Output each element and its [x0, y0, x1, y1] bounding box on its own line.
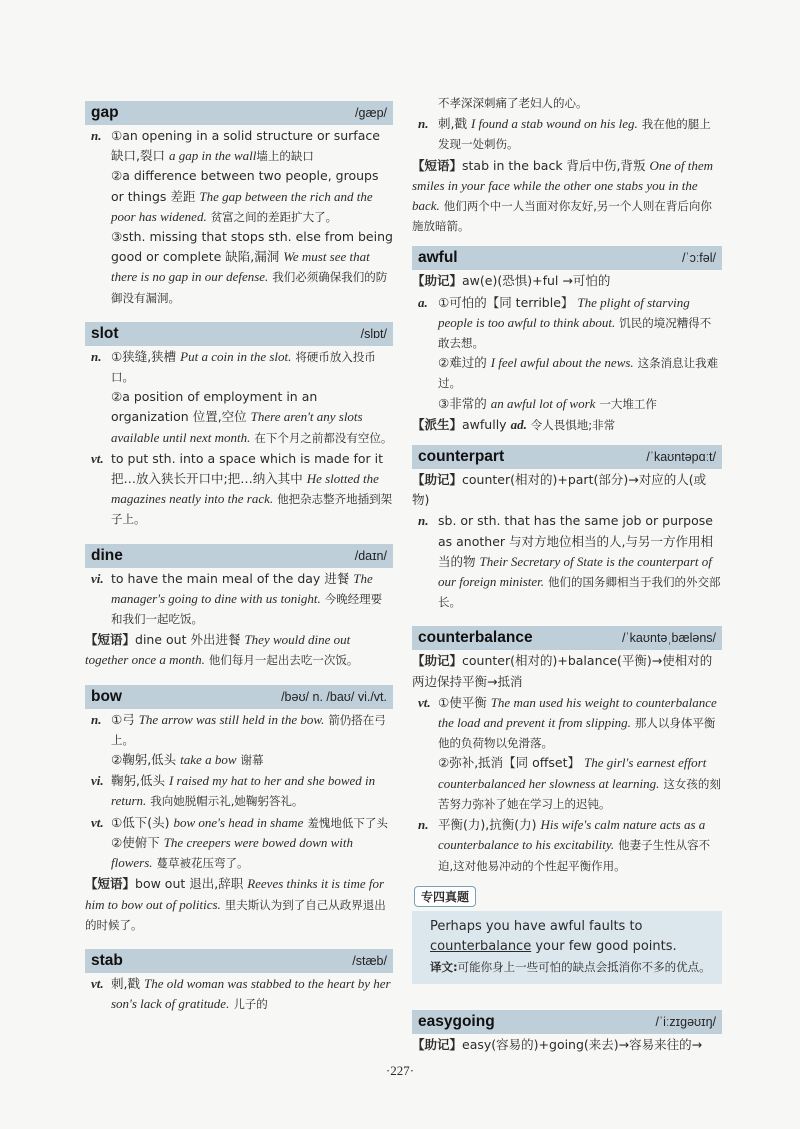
mnemonic-block: [412, 1035, 722, 1055]
sense-text: ③非常的: [438, 395, 487, 411]
sense-text: to put sth. into a space which is made for it 把…放入狭长开口中;把…纳入其中: [111, 450, 384, 487]
example: an awful lot of work: [490, 395, 596, 411]
mnemonic: counter(相对的)+balance(平衡)→使相对的两边保持平衡→抵消: [412, 653, 713, 689]
sense-text: ②难过的: [438, 355, 487, 371]
sense-text: ①an opening in a solid structure or surface 缺口,裂口: [111, 128, 380, 164]
headword: slot: [91, 324, 119, 342]
sense: [111, 387, 393, 448]
entry-header-awful: [412, 246, 722, 270]
definition-block: [412, 293, 722, 414]
exam-keyword: counterbalance: [430, 939, 532, 954]
definition-block: [85, 569, 393, 630]
exam-sentence-end: your few good points.: [535, 939, 677, 954]
translation: 我在他的腿上发现一处刺伤。: [438, 117, 711, 152]
entry-header-counterpart: [412, 445, 722, 469]
right-column: [412, 92, 722, 876]
headword: awful: [418, 249, 458, 267]
example: Reeves thinks it is time for him to bow out of politics.: [85, 876, 385, 912]
headword: counterbalance: [418, 629, 533, 647]
definition-block: [85, 771, 393, 811]
part-of-speech: vt.: [418, 694, 431, 710]
example: His wife's calm nature acts as a counterbalance to his excitability.: [438, 817, 706, 853]
mnemonic-tag: 【助记】: [412, 273, 463, 289]
part-of-speech: n.: [91, 711, 102, 727]
phonetic: /bəʊ/ n. /baʊ/ vi./vt.: [281, 689, 387, 704]
translation: 可能你身上一些可怕的缺点会抵消你不多的优点。: [457, 960, 711, 974]
left-column: [85, 93, 393, 1014]
example: The plight of starving people is too awful to think about.: [438, 294, 690, 330]
translation: 今晚经理要和我们一起吃饭。: [111, 591, 383, 627]
sense: [438, 394, 722, 414]
example: bow one's head in shame: [173, 814, 304, 830]
sense-text: ②鞠躬,低头: [111, 752, 177, 768]
example: The arrow was still held in the bow.: [138, 711, 325, 727]
entry-header-bow: [85, 685, 393, 709]
phrase-tag: 【短语】: [412, 157, 463, 173]
part-of-speech: n.: [418, 513, 429, 529]
sense-text: 鞠躬,低头: [111, 773, 165, 789]
sense-text: ①低下(头): [111, 814, 170, 830]
page-number: ·227·: [385, 1063, 415, 1078]
mnemonic-block: [412, 470, 722, 510]
translation: 墙上的缺口: [256, 149, 314, 164]
phonetic: /daɪn/: [354, 548, 387, 563]
entry-header-stab: [85, 949, 393, 973]
derivative-tag: 【派生】: [412, 416, 463, 432]
sense-text: 刺,戳: [438, 116, 467, 132]
translation: 将硬币放入投币口。: [111, 349, 376, 385]
headword: stab: [91, 951, 123, 969]
translation: 他妻子生性从容不迫,这对他易冲动的个性起平衡作用。: [438, 838, 711, 873]
phonetic: /ˈɔːfəl/: [681, 251, 716, 266]
translation: 不孝深深刺痛了老妇人的心。: [438, 96, 588, 110]
sense: [111, 166, 393, 227]
sense-text: ②弥补,抵消【同 offset】: [438, 755, 581, 771]
translation: 他们两个中一人当面对你友好,另一个人则在背后向你施放暗箭。: [412, 199, 712, 234]
sense: [111, 569, 393, 630]
translation: 这女孩的刻苦努力弥补了她在学习上的迟钝。: [438, 776, 721, 811]
definition-block: [412, 815, 722, 876]
translation: 箭仍搭在弓上。: [111, 712, 386, 747]
definition-block: [85, 813, 393, 874]
translation: 里夫斯认为到了自己从政界退出的时候了。: [85, 897, 386, 932]
sense: [111, 750, 393, 770]
part-of-speech: vi.: [91, 570, 104, 586]
sense: [111, 833, 393, 873]
definition-block: [85, 974, 393, 1014]
translation: 这条消息让我难过。: [438, 356, 719, 391]
entry-header-slot: [85, 322, 393, 346]
sense: [111, 347, 393, 387]
easygoing-entry: [412, 1002, 722, 1055]
sense: [438, 693, 722, 754]
mnemonic-tag: 【助记】: [412, 1037, 463, 1052]
sense-text: 刺,戳: [111, 975, 140, 991]
example: a gap in the wall: [168, 148, 257, 164]
headword: bow: [91, 687, 122, 705]
definition-block: [412, 114, 722, 154]
definition-block: [412, 693, 722, 814]
exam-note: [412, 886, 722, 984]
example: The manager's going to dine with us tonight.: [111, 570, 373, 606]
definition-block: [85, 710, 393, 771]
translation: 那人以身体平衡他的负荷物以免滑落。: [438, 716, 716, 751]
sense-text: ①弓: [111, 711, 135, 727]
translation: 他们的国务卿相当于我们的外交部长。: [438, 575, 721, 610]
derivative-block: [412, 415, 722, 435]
phonetic: /stæb/: [352, 953, 387, 968]
part-of-speech: vt.: [91, 975, 104, 991]
phrase-block: [85, 630, 393, 670]
part-of-speech: ad.: [510, 416, 527, 432]
part-of-speech: n.: [418, 817, 429, 833]
sense: [438, 511, 722, 612]
sense: [438, 293, 722, 354]
translation: 我向她脱帽示礼,她鞠躬答礼。: [150, 794, 304, 809]
translation: 我们必须确保我们的防御没有漏洞。: [111, 270, 388, 305]
sense: [111, 771, 393, 811]
continuation-block: [412, 93, 722, 113]
phrase-block: [412, 156, 722, 237]
example: They would dine out together once a month.: [85, 632, 351, 668]
definition-block: [412, 511, 722, 612]
part-of-speech: n.: [91, 128, 102, 143]
sense: [111, 126, 393, 166]
headword: easygoing: [418, 1013, 495, 1030]
translation: 饥民的境况糟得不敢去想。: [438, 315, 712, 351]
example: take a bow: [180, 752, 237, 768]
part-of-speech: n.: [91, 348, 102, 364]
entry-header-counterbalance: [412, 626, 722, 650]
example: The girl's earnest effort counterbalanced her slowness at learning.: [438, 755, 707, 791]
sense: [111, 813, 393, 833]
sense-text: ②a difference between two people, groups or things 差距: [111, 168, 379, 204]
translation: 儿子的: [233, 997, 268, 1012]
example: One of them smiles in your face while the other one stabs you in the back.: [412, 157, 714, 214]
sense: [111, 974, 393, 1014]
translation: 在下个月之前都没有空位。: [254, 430, 393, 445]
sense-text: sb. or sth. that has the same job or purpose as another 与对方地位相当的人,与另一方作用相当的物: [438, 513, 713, 569]
example: I feel awful about the news.: [490, 355, 634, 371]
translation: 他把杂志整齐地插到架子上。: [111, 492, 393, 527]
phonetic: /ˈkaʊntəˌbæləns/: [622, 631, 716, 646]
translation: 他们每月一起出去吃一次饭。: [208, 653, 359, 668]
sense: [111, 710, 393, 750]
derivative-word: awfully: [462, 416, 507, 432]
example: The old woman was stabbed to the heart by her son's lack of gratitude.: [111, 975, 391, 1012]
sense: [438, 114, 722, 154]
mnemonic-tag: 【助记】: [412, 653, 463, 669]
translation: 羞愧地低下了头: [307, 815, 388, 830]
phrase-tag: 【短语】: [85, 876, 136, 892]
sense: [111, 449, 393, 530]
translation: 令人畏惧地;非常: [530, 417, 616, 432]
mnemonic: easy(容易的)+going(来去)→容易来往的→: [462, 1037, 703, 1052]
part-of-speech: a.: [418, 294, 428, 310]
sense: [438, 753, 722, 814]
phonetic: /slɒt/: [360, 326, 387, 341]
phrase: bow out 退出,辞职: [135, 876, 244, 892]
exam-note-label: 专四真题: [414, 886, 476, 907]
example: I raised my hat to her and she bowed in return.: [111, 773, 376, 809]
sense-text: to have the main meal of the day 进餐: [111, 570, 350, 586]
example: Their Secretary of State is the counterpart of our foreign minister.: [438, 553, 712, 590]
sense: [438, 815, 722, 876]
example: I found a stab wound on his leg.: [470, 116, 638, 132]
sense-text: ②a position of employment in an organization 位置,空位: [111, 389, 318, 425]
part-of-speech: n.: [418, 116, 429, 132]
part-of-speech: vt.: [91, 450, 104, 466]
phonetic: /gæp/: [355, 106, 387, 120]
definition-block: [85, 126, 393, 308]
phrase-tag: 【短语】: [85, 632, 136, 648]
entry-header-dine: [85, 544, 393, 568]
exam-note-body: [412, 911, 722, 984]
sense-text: 平衡(力),抗衡(力): [438, 817, 537, 833]
sense-text: ③sth. missing that stops sth. else from being good or complete 缺陷,漏洞: [111, 229, 393, 265]
example: Put a coin in the slot.: [180, 348, 292, 364]
translation: 蔓草被花压弯了。: [156, 856, 249, 871]
mnemonic-block: [412, 651, 722, 691]
exam-sentence: Perhaps you have awful faults to: [430, 919, 643, 934]
translation: 贫富之间的差距扩大了。: [210, 209, 338, 224]
sense-text: ①可怕的【同 terrible】: [438, 294, 574, 310]
definition-block: [85, 449, 393, 530]
part-of-speech: vt.: [91, 814, 104, 830]
headword: gap: [91, 104, 119, 121]
translation: 一大堆工作: [599, 396, 657, 411]
phrase: stab in the back 背后中伤,背叛: [462, 157, 646, 173]
example: The gap between the rich and the poor has widened.: [111, 188, 373, 224]
phonetic: /ˈiːzɪɡəʊɪŋ/: [655, 1015, 716, 1029]
phonetic: /ˈkaʊntəpɑːt/: [646, 450, 716, 465]
example: The creepers were bowed down with flowers.: [111, 834, 354, 871]
sense-text: ②使俯下: [111, 834, 160, 850]
entry-header-easygoing: [412, 1010, 722, 1034]
sense: [438, 353, 722, 393]
mnemonic: aw(e)(恐惧)+ful →可怕的: [462, 273, 611, 289]
mnemonic-block: [412, 271, 722, 291]
headword: dine: [91, 546, 123, 564]
example: He slotted the magazines neatly into the rack.: [111, 471, 379, 507]
phrase: dine out 外出进餐: [135, 632, 241, 648]
translation: 谢幕: [240, 753, 264, 768]
mnemonic-tag: 【助记】: [412, 472, 463, 488]
sense: [111, 227, 393, 308]
example: We must see that there is no gap in our defense.: [111, 249, 370, 285]
sense-text: ①狭缝,狭槽: [111, 348, 177, 364]
part-of-speech: vi.: [91, 773, 104, 789]
sense-text: ①使平衡: [438, 694, 487, 710]
translation-label: 译文:: [430, 960, 458, 974]
mnemonic: counter(相对的)+part(部分)→对应的人(或物): [412, 472, 707, 508]
example: There aren't any slots available until next month.: [111, 409, 363, 445]
phrase-block: [85, 874, 393, 935]
definition-block: [85, 347, 393, 448]
headword: counterpart: [418, 448, 505, 466]
entry-header-gap: [85, 101, 393, 125]
example: The man used his weight to counterbalance the load and prevent it from slipping.: [438, 694, 717, 731]
